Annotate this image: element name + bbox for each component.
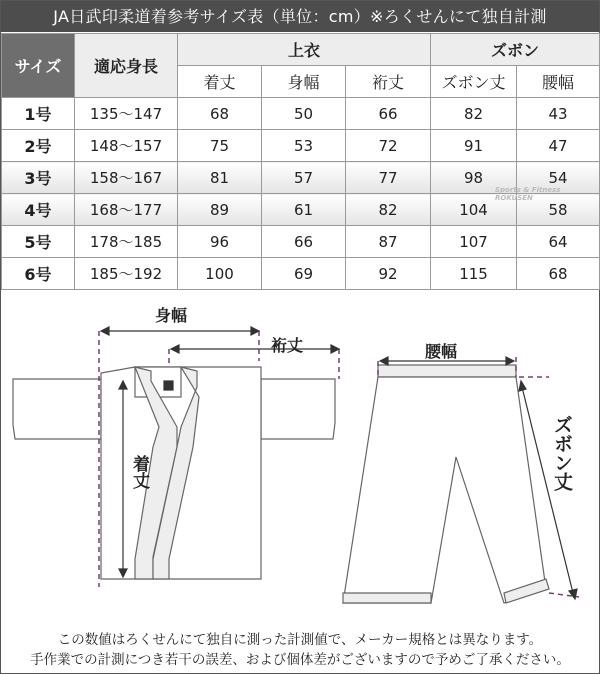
height-cell: 185〜192 <box>75 258 178 290</box>
value-cell: 43 <box>517 98 600 130</box>
value-cell: 96 <box>178 226 262 258</box>
header-col-waist: 腰幅 <box>517 66 600 98</box>
height-cell: 135〜147 <box>75 98 178 130</box>
value-cell: 104 <box>431 194 517 226</box>
height-cell: 148〜157 <box>75 130 178 162</box>
value-cell: 66 <box>346 98 431 130</box>
height-cell: 178〜185 <box>75 226 178 258</box>
table-row <box>2 98 600 130</box>
measurement-diagram <box>1 297 599 617</box>
label-waist-width: 腰幅 <box>425 342 458 361</box>
label-pants-length: ズボン丈 <box>551 415 573 491</box>
value-cell: 68 <box>517 258 600 290</box>
table-row <box>2 130 600 162</box>
height-cell: 168〜177 <box>75 194 178 226</box>
size-cell: 4号 <box>2 194 75 226</box>
label-sleeve-length: 裄丈 <box>271 336 304 355</box>
size-cell: 1号 <box>2 98 75 130</box>
value-cell: 61 <box>262 194 346 226</box>
value-cell: 91 <box>431 130 517 162</box>
value-cell: 50 <box>262 98 346 130</box>
value-cell: 64 <box>517 226 600 258</box>
header-height: 適応身長 <box>75 34 178 98</box>
rokusen-watermark-logo: Sports & Fitness ROKUSEN <box>495 186 561 202</box>
label-body-length: 着丈 <box>129 455 149 489</box>
value-cell: 57 <box>262 162 346 194</box>
value-cell: 89 <box>178 194 262 226</box>
header-size: サイズ <box>2 34 75 98</box>
header-col-pants-length: ズボン丈 <box>431 66 517 98</box>
value-cell: 115 <box>431 258 517 290</box>
size-cell: 2号 <box>2 130 75 162</box>
value-cell: 69 <box>262 258 346 290</box>
chart-title: JA日武印柔道着参考サイズ表（単位：cm）※ろくせんにて独自計測 <box>1 1 599 32</box>
note-line-2: 手作業での計測につき若干の誤差、および個体差がございますので予めご了承ください。 <box>30 652 570 668</box>
size-cell: 6号 <box>2 258 75 290</box>
value-cell: 98 <box>431 162 517 194</box>
header-col-sleeve: 裄丈 <box>346 66 431 98</box>
size-cell: 5号 <box>2 226 75 258</box>
value-cell: 107 <box>431 226 517 258</box>
size-table <box>1 33 600 290</box>
value-cell: 87 <box>346 226 431 258</box>
value-cell: 66 <box>262 226 346 258</box>
value-cell: 100 <box>178 258 262 290</box>
height-cell: 158〜167 <box>75 162 178 194</box>
note-line-1: この数値はろくせんにて独自に測った計測値で、メーカー規格とは異なります。 <box>57 632 543 648</box>
value-cell: 75 <box>178 130 262 162</box>
value-cell: 53 <box>262 130 346 162</box>
value-cell: 92 <box>346 258 431 290</box>
value-cell: 47 <box>517 130 600 162</box>
header-col-chest: 身幅 <box>262 66 346 98</box>
table-row <box>2 258 600 290</box>
value-cell: 81 <box>178 162 262 194</box>
value-cell: 72 <box>346 130 431 162</box>
header-col-length: 着丈 <box>178 66 262 98</box>
value-cell: 68 <box>178 98 262 130</box>
value-cell: 82 <box>431 98 517 130</box>
value-cell: 58 <box>517 194 600 226</box>
header-top-group: 上衣 <box>178 34 431 66</box>
size-cell: 3号 <box>2 162 75 194</box>
value-cell: 82 <box>346 194 431 226</box>
header-pants-group: ズボン <box>431 34 600 66</box>
table-row <box>2 226 600 258</box>
label-chest-width: 身幅 <box>155 306 188 325</box>
value-cell: 54 <box>517 162 600 194</box>
value-cell: 77 <box>346 162 431 194</box>
